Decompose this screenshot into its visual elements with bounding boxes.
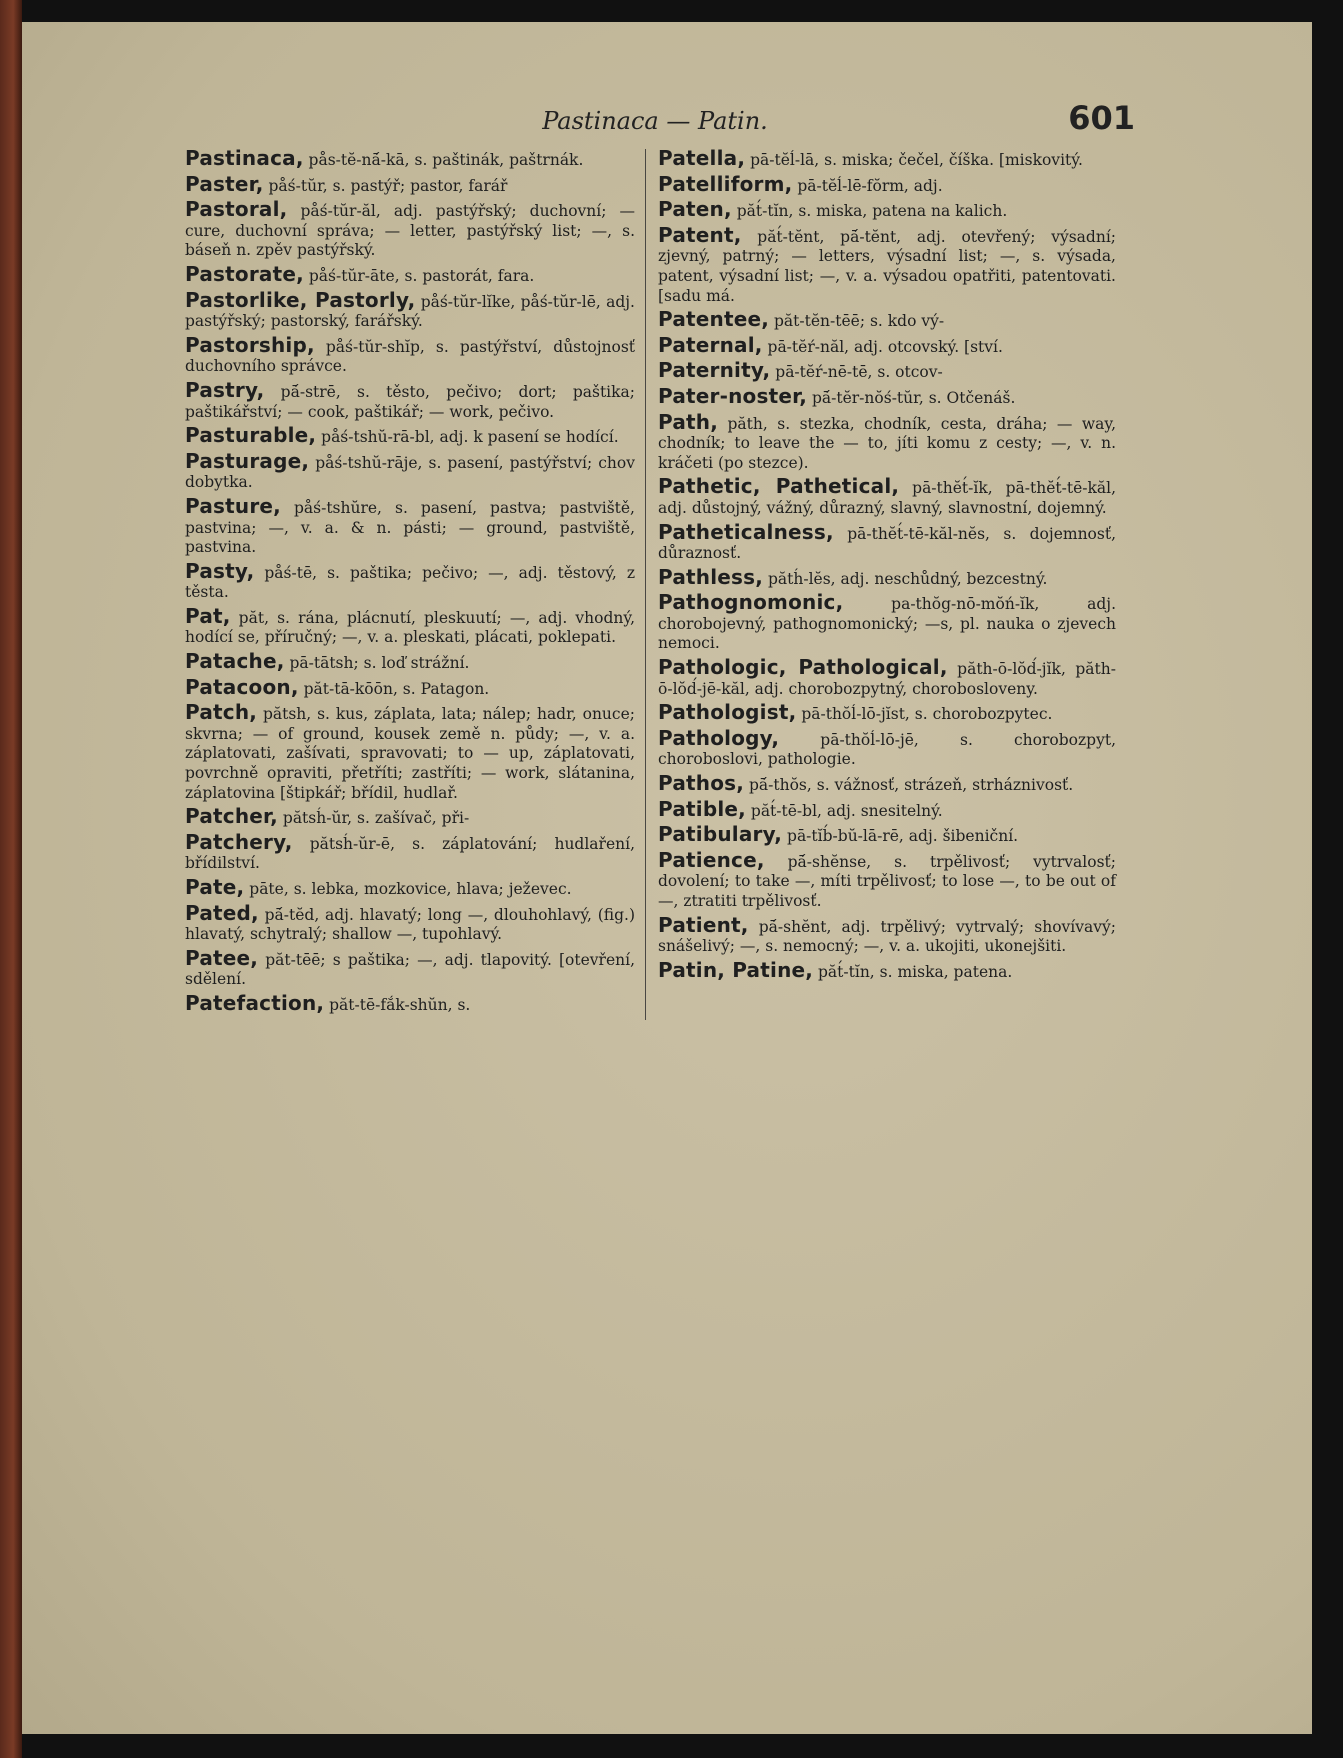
- dictionary-entry: [185, 197, 635, 261]
- headword: Paternal,: [658, 332, 763, 357]
- headword: Paster,: [185, 171, 264, 196]
- entry-definition: păt́-tĭn, s. miska, patena.: [813, 962, 1013, 981]
- running-head: Pastinaca — Patin.: [542, 107, 768, 135]
- dictionary-entry: [185, 829, 635, 874]
- entry-definition: pā-tĕĺ-lā, s. miska; čečel, číška. [miskovitý.: [745, 151, 1083, 169]
- headword: Patchery,: [185, 829, 293, 854]
- entry-definition: påś-tŭr-shĭp, s. pastýřství, důstojnosť duchovního správce.: [185, 337, 635, 376]
- entry-definition: påś-tŭr-āte, s. pastorát, fara.: [303, 266, 535, 285]
- entry-definition: păt́-tē-bl, adj. snesitelný.: [745, 801, 943, 820]
- dictionary-entry: [185, 674, 635, 700]
- entry-definition: påś-tshŭre, s. pasení, pastva; pastviště, pastvina; —, v. a. & n. pásti; — ground, pastviště, pastvina.: [185, 498, 635, 557]
- headword: Pastry,: [185, 377, 265, 402]
- dictionary-entry: [658, 725, 1116, 770]
- entry-definition: pătsh, s. kus, záplata, lata; nálep; hadr, onuce; skvrna; — of ground, kousek země n. půdy; —, v. a. záplatovati, zašívati, spravovati; to — up, záplatovati, povrchně opraviti, přetříti; zastříti; — work, slátanina, záplatovina [štipkář; břídil, hudlař.: [185, 705, 635, 802]
- dictionary-entry: [185, 990, 635, 1016]
- entry-definition: pătsh́-ŭr, s. zašívač, při-: [277, 809, 470, 828]
- headword: Pathos,: [658, 771, 745, 796]
- page-header: [185, 97, 1135, 141]
- headword: Pathognomonic,: [658, 590, 844, 615]
- entry-definition: påś-tŭr-lĭke, påś-tŭr-lē, adj. pastýřský; pastorský, farářský.: [185, 292, 635, 331]
- entry-definition: păth-ō-lŏd́-jĭk, păth-ō-lŏd́-jē-kăl, adj. chorobozpytný, chorobosloveny.: [658, 660, 1116, 698]
- headword: Patee,: [185, 945, 259, 970]
- headword: Patentee,: [658, 307, 770, 332]
- headword: Pastoral,: [185, 197, 288, 222]
- headword: Patibulary,: [658, 822, 783, 847]
- headword: Pasturable,: [185, 423, 317, 448]
- entry-definition: pătsh́-ŭr-ē, s. záplatování; hudlaření, břídilství.: [185, 834, 635, 873]
- headword: Pathless,: [658, 564, 764, 589]
- dictionary-entry: [185, 945, 635, 990]
- headword: Patch,: [185, 700, 258, 725]
- two-column-body: [185, 146, 1125, 1020]
- dictionary-entry: [185, 261, 635, 287]
- entry-definition: pā-thĕt́-tē-kăl-nĕs, s. dojemnosť, důraznosť.: [658, 524, 1116, 563]
- dictionary-entry: [185, 171, 635, 197]
- headword: Pater-noster,: [658, 383, 808, 408]
- dictionary-entry: [185, 603, 635, 648]
- dictionary-entry: [658, 655, 1116, 699]
- headword: Patelliform,: [658, 171, 793, 196]
- headword: Pate,: [185, 875, 245, 899]
- headword: Pathology,: [658, 725, 780, 750]
- entry-definition: påś-tŭr-ăl, adj. pastýřský; duchovní; — cure, duchovní správa; — letter, pastýřský list; —, s. báseň n. zpěv pastýřský.: [185, 202, 635, 260]
- dictionary-entry: [658, 771, 1116, 796]
- dictionary-entry: [658, 222, 1116, 306]
- headword: Patible,: [658, 796, 746, 821]
- headword: Patient,: [658, 912, 749, 937]
- column-rule: [645, 149, 646, 1020]
- headword: Pastinaca,: [185, 146, 304, 170]
- entry-definition: påś-tē, s. paštika; pečivo; —, adj. těstový, z těsta.: [185, 563, 635, 602]
- dictionary-entry: [658, 307, 1116, 332]
- headword: Paten,: [658, 197, 732, 222]
- entry-definition: păth, s. stezka, chodník, cesta, dráha; — way, chodník; to leave the — to, jíti komu z cesty; —, v. n. kráčeti (po stezce).: [658, 414, 1116, 472]
- entry-definition: påś-tshŭ-rā-bl, adj. k pasení se hodící.: [316, 428, 619, 447]
- dictionary-entry: [658, 474, 1116, 518]
- headword: Patefaction,: [185, 990, 325, 1015]
- headword: Pathologic, Pathological,: [658, 655, 948, 680]
- headword: Patent,: [658, 222, 742, 247]
- entry-definition: păt-tĕn-tēē; s. kdo vý-: [769, 312, 945, 331]
- headword: Pated,: [185, 900, 259, 925]
- right-column: [646, 146, 1116, 1020]
- entry-definition: pā-tĭb́-bŭ-lā-rē, adj. šibeniční.: [782, 827, 1019, 846]
- dictionary-entry: [185, 332, 635, 377]
- entry-definition: pā-tĕĺ-lē-fŏrm, adj.: [792, 176, 943, 195]
- entry-definition: pā-tātsh; s. loď strážní.: [284, 654, 470, 673]
- entry-definition: pāte, s. lebka, mozkovice, hlava; ježevec.: [244, 880, 572, 898]
- headword: Paternity,: [658, 358, 771, 383]
- dictionary-entry: [185, 900, 635, 945]
- dictionary-entry: [185, 700, 635, 803]
- entry-definition: păt-tēē; s paštika; —, adj. tlapovitý. [otevření, sdělení.: [185, 950, 635, 989]
- headword: Pastorship,: [185, 332, 315, 357]
- entry-definition: păt́-tĭn, s. miska, patena na kalich.: [731, 202, 1008, 221]
- entry-definition: påś-tshŭ-rāje, s. pasení, pastýřství; chov dobytka.: [185, 453, 635, 492]
- entry-definition: pā́-thŏs, s. vážnosť, strázeň, strháznivosť.: [744, 776, 1074, 795]
- headword: Patience,: [658, 847, 765, 872]
- entry-definition: pā́-tĕd, adj. hlavatý; long —, dlouhohlavý, (fig.) hlavatý, schytralý; shallow —, tupohlavý.: [185, 905, 635, 944]
- dictionary-entry: [658, 564, 1116, 590]
- dictionary-entry: [185, 493, 635, 558]
- dictionary-entry: [185, 448, 635, 493]
- book-spine: [0, 0, 22, 1758]
- dictionary-entry: [658, 332, 1116, 358]
- dictionary-entry: [185, 377, 635, 422]
- dictionary-entry: [658, 590, 1116, 654]
- dictionary-entry: [185, 423, 635, 448]
- headword: Patin, Patine,: [658, 957, 814, 982]
- dictionary-entry: [658, 197, 1116, 222]
- dictionary-entry: [658, 519, 1116, 564]
- dictionary-entry: [185, 804, 635, 829]
- headword: Pasture,: [185, 493, 281, 518]
- headword: Pathologist,: [658, 700, 797, 725]
- headword: Pastorate,: [185, 261, 304, 286]
- dictionary-entry: [658, 700, 1116, 725]
- dictionary-entry: [658, 171, 1116, 197]
- entry-definition: pā-thĕt́-ĭk, pā-thĕt́-tē-kăl, adj. důstojný, vážný, důrazný, slavný, slavnostní, dojemný.: [658, 479, 1116, 517]
- headword: Patella,: [658, 146, 746, 170]
- dictionary-entry: [658, 383, 1116, 409]
- headword: Pastorlike, Pastorly,: [185, 287, 416, 312]
- headword: Pathetic, Pathetical,: [658, 474, 900, 499]
- dictionary-entry: [185, 146, 635, 171]
- headword: Patacoon,: [185, 674, 299, 699]
- entry-definition: pā́-shĕnt, adj. trpělivý; vytrvalý; shovívavý; snášelivý; —, s. nemocný; —, v. a. ukojiti, ukonejšiti.: [658, 917, 1116, 956]
- dictionary-entry: [185, 875, 635, 900]
- dictionary-page: [22, 22, 1312, 1734]
- headword: Path,: [658, 409, 719, 434]
- entry-definition: pā́-tĕr-nŏś-tŭr, s. Otčenáš.: [807, 388, 1016, 407]
- dictionary-entry: [658, 358, 1116, 383]
- dictionary-entry: [658, 796, 1116, 822]
- left-column: [185, 146, 645, 1020]
- dictionary-entry: [658, 409, 1116, 474]
- entry-definition: păt-tē-fắk-shŭn, s.: [324, 995, 471, 1014]
- entry-definition: pås-tĕ-nā́-kā, s. paštinák, paštrnák.: [303, 151, 584, 169]
- entry-definition: păth́-lĕs, adj. neschůdný, bezcestný.: [763, 569, 1048, 588]
- dictionary-entry: [658, 847, 1116, 912]
- entry-definition: pā-tĕŕ-nē-tē, s. otcov-: [770, 363, 943, 382]
- headword: Patache,: [185, 649, 285, 674]
- dictionary-entry: [658, 146, 1116, 171]
- entry-definition: păt́-tĕnt, pā́-tĕnt, adj. otevřený; výsadní; zjevný, patrný; — letters, výsadní list; —, s. výsada, patent, výsadní list; —, v. a. výsadou opatřiti, patentovati. [sadu má.: [658, 227, 1116, 305]
- page-content: [185, 97, 1135, 1020]
- headword: Pat,: [185, 603, 231, 628]
- dictionary-entry: [658, 912, 1116, 957]
- dictionary-entry: [185, 649, 635, 674]
- entry-definition: păt, s. rána, plácnutí, pleskuutí; —, adj. vhodný, hodící se, příručný; —, v. a. pleskati, plácati, poklepati.: [185, 608, 635, 647]
- headword: Pasty,: [185, 558, 255, 583]
- entry-definition: påś-tŭr, s. pastýř; pastor, farář: [263, 176, 508, 195]
- headword: Patcher,: [185, 804, 278, 829]
- entry-definition: pa-thŏg-nō-mŏń-ĭk, adj. chorobojevný, pathognomonický; —s, pl. nauka o zjevech nemoci.: [658, 595, 1116, 653]
- dictionary-entry: [185, 287, 635, 332]
- entry-definition: pā-thŏĺ-lō-jĭst, s. chorobozpytec.: [796, 705, 1053, 724]
- headword: Pasturage,: [185, 448, 310, 473]
- entry-definition: pā́-strē, s. těsto, pečivo; dort; paštika; paštikářství; — cook, paštikář; — work, pečivo.: [185, 382, 635, 421]
- headword: Patheticalness,: [658, 519, 834, 544]
- entry-definition: pā-thŏĺ-lō-jē, s. chorobozpyt, choroboslovi, pathologie.: [658, 730, 1116, 769]
- dictionary-entry: [185, 558, 635, 603]
- entry-definition: pā-tĕŕ-năl, adj. otcovský. [ství.: [762, 337, 1003, 356]
- dictionary-entry: [658, 957, 1116, 983]
- dictionary-entry: [658, 822, 1116, 847]
- entry-definition: pā́-shĕnse, s. trpělivosť; vytrvalosť; dovolení; to take —, míti trpělivosť; to lose —, to be out of —, ztratiti trpělivosť.: [658, 852, 1116, 910]
- entry-definition: păt-tā-kōōn, s. Patagon.: [298, 679, 490, 698]
- page-number: 601: [1068, 99, 1135, 137]
